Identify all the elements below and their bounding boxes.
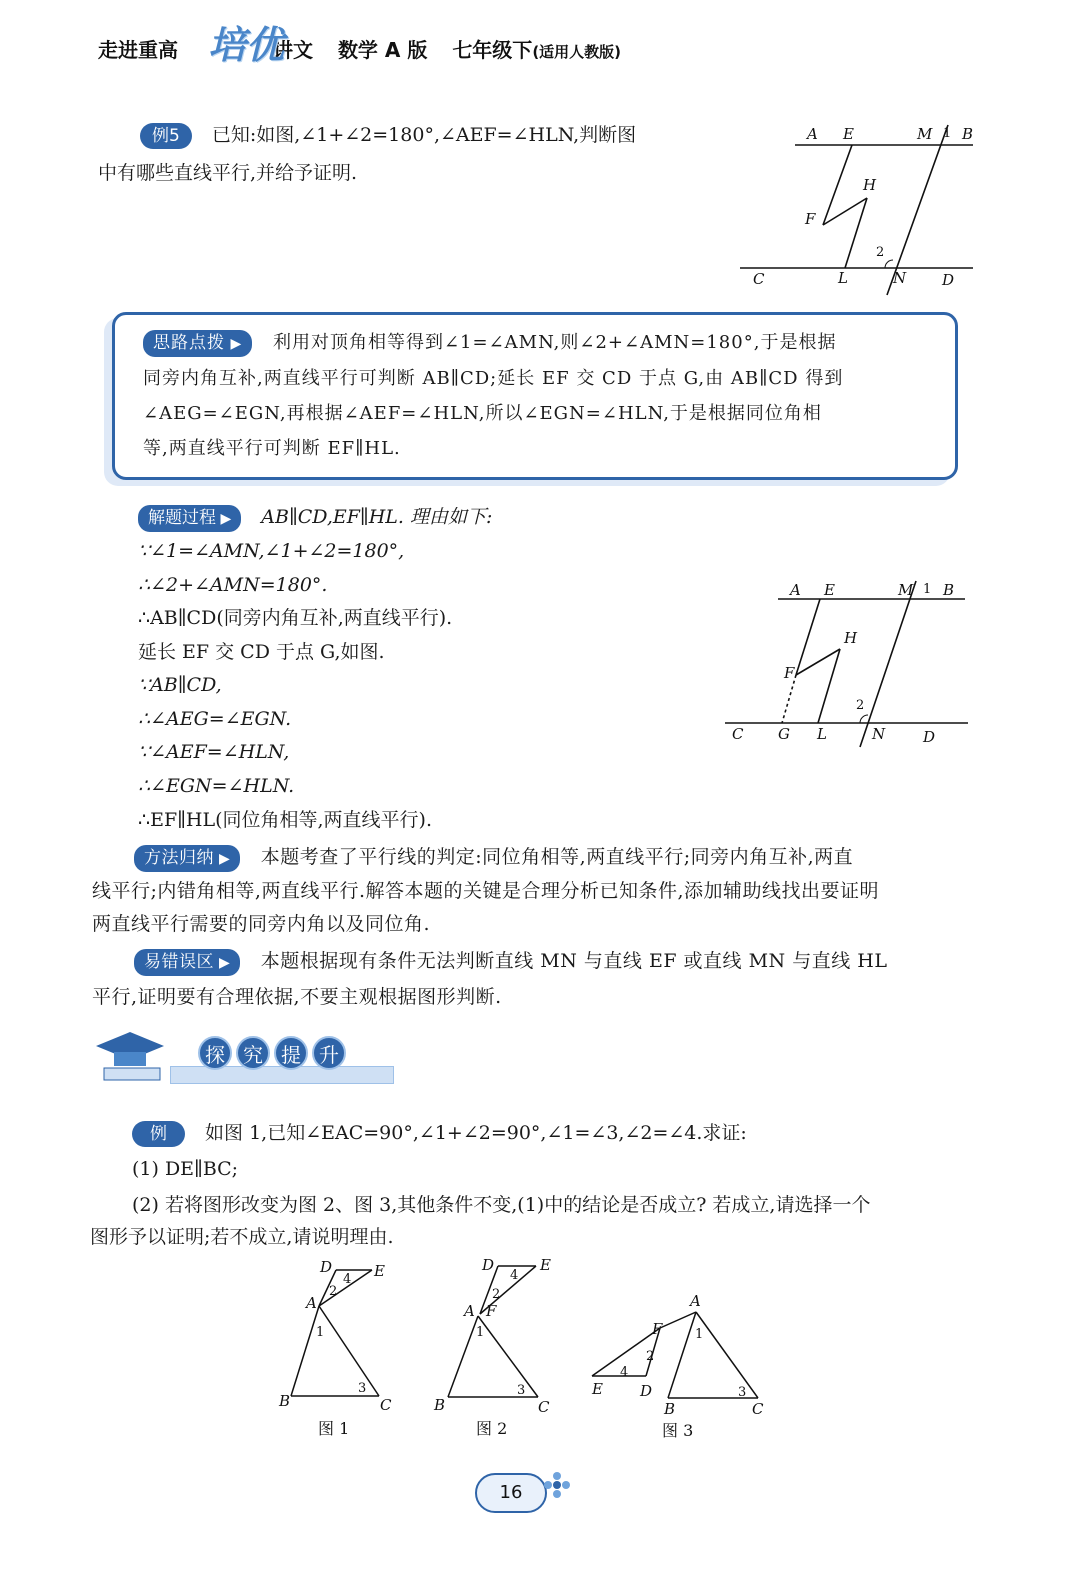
section-char-3: 提 xyxy=(274,1036,308,1070)
section-char-1: 探 xyxy=(198,1036,232,1070)
svg-text:2: 2 xyxy=(646,1349,655,1364)
example-line-2: (1) DE∥BC; xyxy=(132,1158,239,1180)
figure-2-caption: 图 2 xyxy=(476,1419,508,1438)
svg-text:2: 2 xyxy=(876,245,885,260)
mistake-label: 易错误区 ▶ xyxy=(134,949,240,976)
svg-text:E: E xyxy=(540,1256,551,1274)
svg-text:1: 1 xyxy=(943,126,952,141)
svg-text:3: 3 xyxy=(738,1385,747,1400)
solution-line-0: AB∥CD,EF∥HL. 理由如下: xyxy=(261,506,493,528)
figure-parallel-lines-extended xyxy=(720,575,975,755)
svg-text:C: C xyxy=(380,1396,392,1414)
svg-text:A: A xyxy=(306,1294,317,1312)
subject-title: 数学 A 版 xyxy=(337,38,428,62)
svg-text:G: G xyxy=(778,725,790,743)
svg-text:A: A xyxy=(464,1302,475,1320)
svg-text:1: 1 xyxy=(923,582,932,597)
example5-line2: 中有哪些直线平行,并给予证明. xyxy=(98,162,358,184)
svg-text:B: B xyxy=(279,1392,291,1410)
svg-text:C: C xyxy=(753,270,765,288)
example-line-1: 如图 1,已知∠EAC=90°,∠1+∠2=90°,∠1=∠3,∠2=∠4.求证: xyxy=(205,1122,747,1144)
figure-parallel-lines-top xyxy=(735,120,980,300)
svg-text:M: M xyxy=(898,581,914,599)
svg-text:B: B xyxy=(962,125,974,143)
svg-text:F: F xyxy=(805,210,816,228)
svg-text:B: B xyxy=(943,581,955,599)
flower-icon xyxy=(540,1468,574,1502)
example5-line1: 例5 已知:如图,∠1+∠2=180°,∠AEF=∠HLN,判断图 xyxy=(140,118,636,152)
svg-text:F: F xyxy=(784,664,795,682)
grade-title: 七年级下 xyxy=(452,38,533,62)
figure-3-caption: 图 3 xyxy=(662,1421,694,1440)
svg-text:3: 3 xyxy=(517,1383,526,1398)
solution-line-3: ∴AB∥CD(同旁内角互补,两直线平行). xyxy=(138,607,453,629)
hint-line-4: 等,两直线平行可判断 EF∥HL. xyxy=(143,438,401,459)
method-line-0: 本题考查了平行线的判定:同位角相等,两直线平行;同旁内角互补,两直 xyxy=(260,846,854,868)
svg-text:B: B xyxy=(434,1396,446,1414)
svg-text:C: C xyxy=(752,1400,764,1418)
solution-line-2: ∴∠2+∠AMN=180°. xyxy=(138,574,328,596)
brand-logo: 培优 xyxy=(208,22,285,67)
figure-1-caption: 图 1 xyxy=(318,1419,350,1438)
svg-text:F: F xyxy=(486,1302,497,1320)
example5-badge: 例5 xyxy=(140,123,192,149)
svg-text:N: N xyxy=(872,725,886,743)
svg-text:1: 1 xyxy=(476,1325,485,1340)
section-char-2: 究 xyxy=(236,1036,270,1070)
svg-text:L: L xyxy=(838,269,848,287)
solution-label: 解题过程 ▶ xyxy=(138,505,241,532)
svg-text:M: M xyxy=(917,125,933,143)
solution-line-4: 延长 EF 交 CD 于点 G,如图. xyxy=(138,641,385,663)
svg-text:2: 2 xyxy=(492,1287,501,1302)
method-label: 方法归纳 ▶ xyxy=(134,845,240,872)
figure-1 xyxy=(276,1258,401,1443)
svg-text:E: E xyxy=(843,125,854,143)
svg-text:C: C xyxy=(538,1398,550,1416)
graduation-cap-icon xyxy=(90,1024,170,1086)
svg-text:E: E xyxy=(824,581,835,599)
figure-2 xyxy=(430,1254,560,1439)
solution-line-6: ∴∠AEG=∠EGN. xyxy=(138,708,292,730)
example-badge: 例 xyxy=(132,1121,185,1147)
solution-line-5: ∵AB∥CD, xyxy=(138,674,222,696)
svg-text:H: H xyxy=(844,629,858,647)
svg-text:E: E xyxy=(374,1262,385,1280)
svg-text:D: D xyxy=(923,728,936,746)
section-header xyxy=(90,1024,400,1086)
svg-text:L: L xyxy=(817,725,827,743)
method-line-2: 两直线平行需要的同旁内角以及同位角. xyxy=(92,913,431,935)
svg-text:F: F xyxy=(652,1320,663,1338)
svg-text:D: D xyxy=(482,1256,495,1274)
hint-box xyxy=(112,312,958,480)
svg-text:4: 4 xyxy=(510,1268,519,1283)
svg-text:D: D xyxy=(320,1258,333,1276)
svg-text:D: D xyxy=(640,1382,653,1400)
hint-line-1: 利用对顶角相等得到∠1=∠AMN,则∠2+∠AMN=180°,于是根据 xyxy=(272,332,837,353)
svg-text:D: D xyxy=(942,271,955,289)
method-line-1: 线平行;内错角相等,两直线平行.解答本题的关键是合理分析已知条件,添加辅助线找出要证明 xyxy=(92,880,880,902)
svg-text:4: 4 xyxy=(343,1272,352,1287)
svg-text:A: A xyxy=(690,1292,701,1310)
svg-text:E: E xyxy=(592,1380,603,1398)
svg-text:1: 1 xyxy=(695,1327,704,1342)
page-number: 16 xyxy=(475,1473,547,1513)
section-char-4: 升 xyxy=(312,1036,346,1070)
svg-text:N: N xyxy=(893,269,907,287)
svg-text:A: A xyxy=(790,581,801,599)
svg-text:2: 2 xyxy=(856,698,865,713)
edition-title: (适用人教版) xyxy=(532,43,622,61)
svg-text:H: H xyxy=(863,176,877,194)
svg-text:C: C xyxy=(732,725,744,743)
example-line-4: 图形予以证明;若不成立,请说明理由. xyxy=(90,1226,394,1248)
hint-label: 思路点拨 ▶ xyxy=(143,330,252,357)
mistake-line-1: 平行,证明要有合理依据,不要主观根据图形判断. xyxy=(92,986,502,1008)
svg-text:3: 3 xyxy=(358,1381,367,1396)
figure-3 xyxy=(586,1288,771,1448)
example-line-3: (2) 若将图形改变为图 2、图 3,其他条件不变,(1)中的结论是否成立? 若成立,请选择一个 xyxy=(132,1194,871,1216)
series-title: 走进重高 xyxy=(98,38,178,62)
mistake-line-0: 本题根据现有条件无法判断直线 MN 与直线 EF 或直线 MN 与直线 HL xyxy=(260,950,888,972)
hint-line-2: 同旁内角互补,两直线平行可判断 AB∥CD;延长 EF 交 CD 于点 G,由 AB∥CD 得到 xyxy=(143,368,844,389)
hint-line-3: ∠AEG=∠EGN,再根据∠AEF=∠HLN,所以∠EGN=∠HLN,于是根据同位角相 xyxy=(143,403,822,424)
solution-line-1: ∵∠1=∠AMN,∠1+∠2=180°, xyxy=(138,540,405,562)
solution-line-7: ∵∠AEF=∠HLN, xyxy=(138,741,290,763)
page-header xyxy=(98,34,639,63)
svg-text:B: B xyxy=(664,1400,676,1418)
solution-line-8: ∴∠EGN=∠HLN. xyxy=(138,775,295,797)
svg-text:2: 2 xyxy=(329,1284,338,1299)
svg-text:1: 1 xyxy=(316,1325,325,1340)
svg-text:A: A xyxy=(807,125,818,143)
svg-text:4: 4 xyxy=(620,1365,629,1380)
book-title: 讲文 xyxy=(272,38,313,62)
solution-line-9: ∴EF∥HL(同位角相等,两直线平行). xyxy=(138,809,433,831)
